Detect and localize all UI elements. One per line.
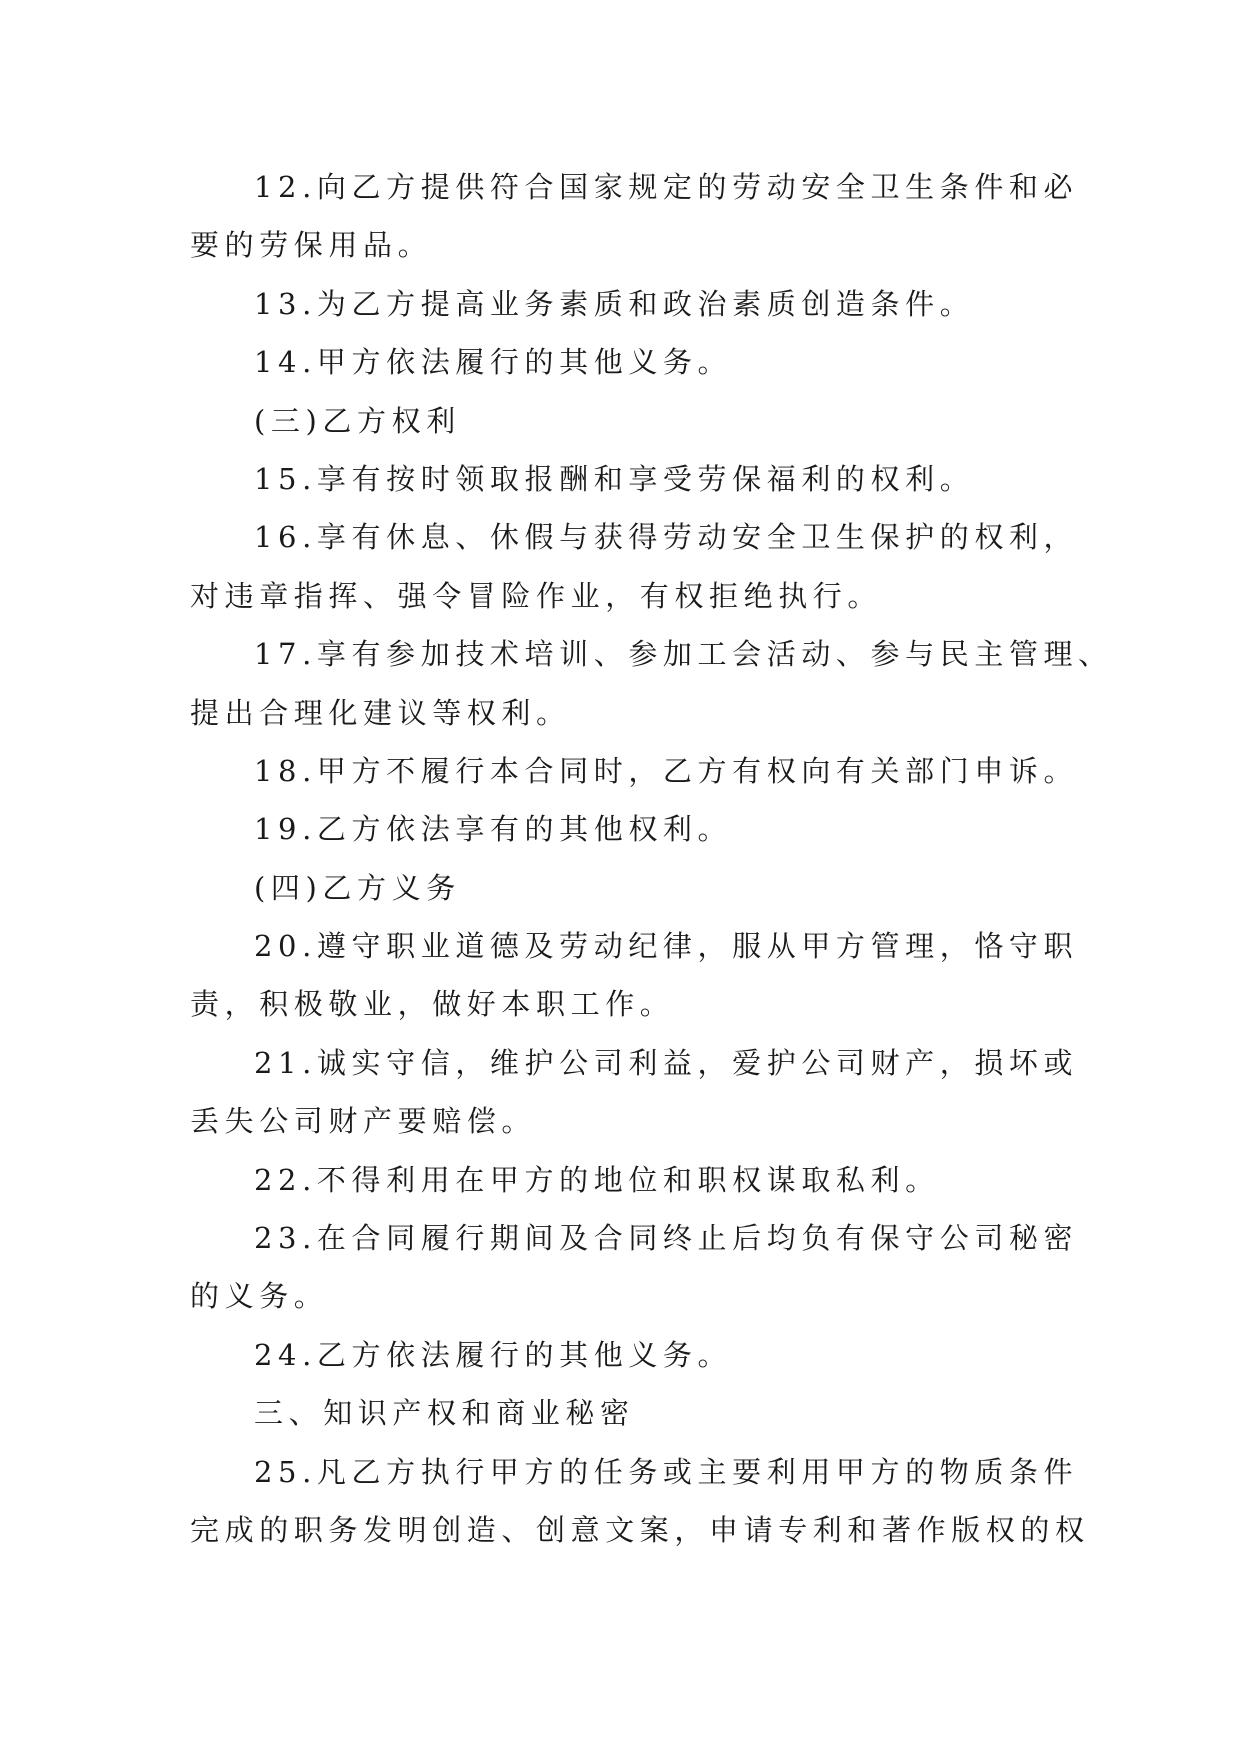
text-line: 19.乙方依法享有的其他权利。 xyxy=(254,812,733,847)
text-line: 24.乙方依法履行的其他义务。 xyxy=(254,1337,733,1372)
text-line: 21.诚实守信，维护公司利益，爱护公司财产，损坏或 xyxy=(254,1045,1079,1080)
text-line: 的义务。 xyxy=(190,1279,329,1314)
section-heading: (三)乙方权利 xyxy=(254,403,461,438)
document-body xyxy=(190,158,1113,1559)
section-heading: 三、知识产权和商业秘密 xyxy=(254,1396,635,1431)
text-line: 18.甲方不履行本合同时，乙方有权向有关部门申诉。 xyxy=(254,753,1079,788)
text-line: 丢失公司财产要赔偿。 xyxy=(190,1104,537,1139)
text-line: 16.享有休息、休假与获得劳动安全卫生保护的权利， xyxy=(254,520,1079,555)
text-line: 责，积极敬业，做好本职工作。 xyxy=(190,987,675,1022)
text-line: 12.向乙方提供符合国家规定的劳动安全卫生条件和必 xyxy=(254,170,1079,204)
text-line: 25.凡乙方执行甲方的任务或主要利用甲方的物质条件 xyxy=(254,1454,1079,1489)
text-line: 对违章指挥、强令冒险作业，有权拒绝执行。 xyxy=(190,578,883,613)
text-line: 15.享有按时领取报酬和享受劳保福利的权利。 xyxy=(254,461,975,496)
text-line: 17.享有参加技术培训、参加工会活动、参与民主管理、 xyxy=(254,637,1113,672)
section-heading: (四)乙方义务 xyxy=(254,870,461,905)
text-line: 要的劳保用品。 xyxy=(190,228,433,263)
text-line: 提出合理化建议等权利。 xyxy=(190,695,571,730)
text-line: 22.不得利用在甲方的地位和职权谋取私利。 xyxy=(254,1162,940,1197)
text-line: 20.遵守职业道德及劳动纪律，服从甲方管理，恪守职 xyxy=(254,929,1079,964)
text-line: 14.甲方依法履行的其他义务。 xyxy=(254,345,733,380)
text-line: 13.为乙方提高业务素质和政治素质创造条件。 xyxy=(254,286,975,321)
text-line: 23.在合同履行期间及合同终止后均负有保守公司秘密 xyxy=(254,1221,1079,1256)
text-line: 完成的职务发明创造、创意文案，申请专利和著作版权的权 xyxy=(190,1512,1090,1547)
